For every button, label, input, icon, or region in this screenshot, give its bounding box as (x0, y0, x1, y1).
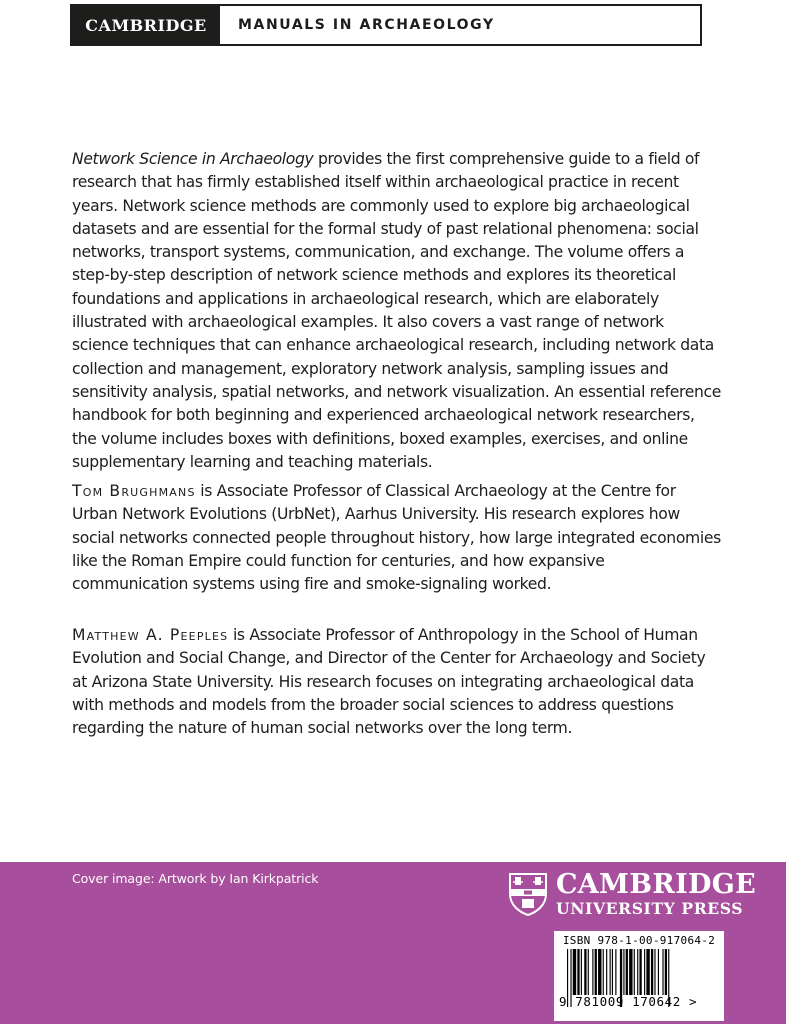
barcode-bar (610, 949, 611, 995)
barcode-bar (584, 949, 586, 995)
publisher-wordmark: CAMBRIDGE (72, 6, 220, 44)
barcode-bar (595, 949, 597, 995)
barcode-bar (662, 949, 663, 995)
barcode-bar (634, 949, 635, 995)
barcode-bar (592, 949, 593, 995)
barcode-bar (658, 949, 659, 995)
barcode-bar (581, 949, 582, 995)
barcode-bar (665, 949, 667, 995)
isbn-label: ISBN 978-1-00-917064-2 (562, 934, 716, 947)
barcode-bar (603, 949, 604, 995)
barcode-bar (615, 949, 616, 995)
cover-credit: Cover image: Artwork by Ian Kirkpatrick (72, 871, 319, 886)
barcode-bar (639, 949, 641, 995)
barcode-bar (654, 949, 655, 995)
author-bio-text: is Associate Professor of Anthropology in the School of Human Evolution and Social Change, and Director of the Center for Archaeology and Society at Arizona State University. His research focuses on integrating archaeological data with methods and models from the broader social sciences to address questions regarding the nature of human social networks over the long term. (72, 626, 706, 738)
description-text: provides the first comprehensive guide to a field of research that has firmly established itself within archaeological practice in recent years. Network science methods are commonly used to explore big archaeological datasets and are essential for the formal study of past relational phenomena: social networks, transport systems, communication, and exchange. The volume offers a step-by-step description of network science methods and explores its theoretical foundations and applications in archaeological research, which are elaborately illustrated with archaeological examples. It also covers a vast range of network science techniques that can enhance archaeological research, including network data collection and management, exploratory network analysis, sampling issues and sensitivity analysis, spatial networks, and network visualization. An essential reference handbook for both beginning and experienced archaeological network researchers, the volume includes boxes with definitions, boxed examples, exercises, and online supplementary learning and teaching materials. (72, 150, 721, 471)
barcode-digits: 9 781009 170642 > (559, 994, 698, 1009)
press-subtitle: UNIVERSITY PRESS (556, 899, 744, 918)
barcode-panel (554, 931, 724, 1021)
barcode-bar (577, 949, 579, 995)
barcode-bar (637, 949, 638, 995)
barcode-bar (598, 949, 601, 995)
author-bio-1 (72, 480, 722, 596)
barcode-bar (644, 949, 645, 995)
barcode-bar (651, 949, 653, 995)
barcode-bar (626, 949, 628, 995)
author-bio-2 (72, 624, 722, 740)
book-title: Network Science in Archaeology (72, 150, 314, 168)
barcode-bar (612, 949, 613, 995)
author-bio-text: is Associate Professor of Classical Archaeology at the Centre for Urban Network Evolutions (UrbNet), Aarhus University. His research explores how social networks connected people throughout history, how large integrated economies like the Roman Empire could function for centuries, and how expansive communication systems using fire and smoke-signaling worked. (72, 482, 721, 594)
series-header (70, 4, 702, 46)
barcode-bar (588, 949, 589, 995)
author-name: Tom Brughmans (72, 482, 196, 500)
barcode-bar (606, 949, 607, 995)
series-title: MANUALS IN ARCHAEOLOGY (238, 17, 495, 33)
press-wordmark (556, 870, 756, 918)
barcode-bar (623, 949, 624, 995)
barcode-bar (646, 949, 649, 995)
barcode-bar (573, 949, 576, 995)
book-description (72, 148, 722, 474)
press-name: CAMBRIDGE (556, 869, 756, 900)
cambridge-shield-icon (508, 872, 548, 916)
author-name: Matthew A. Peeples (72, 626, 229, 644)
barcode-bar (629, 949, 632, 995)
